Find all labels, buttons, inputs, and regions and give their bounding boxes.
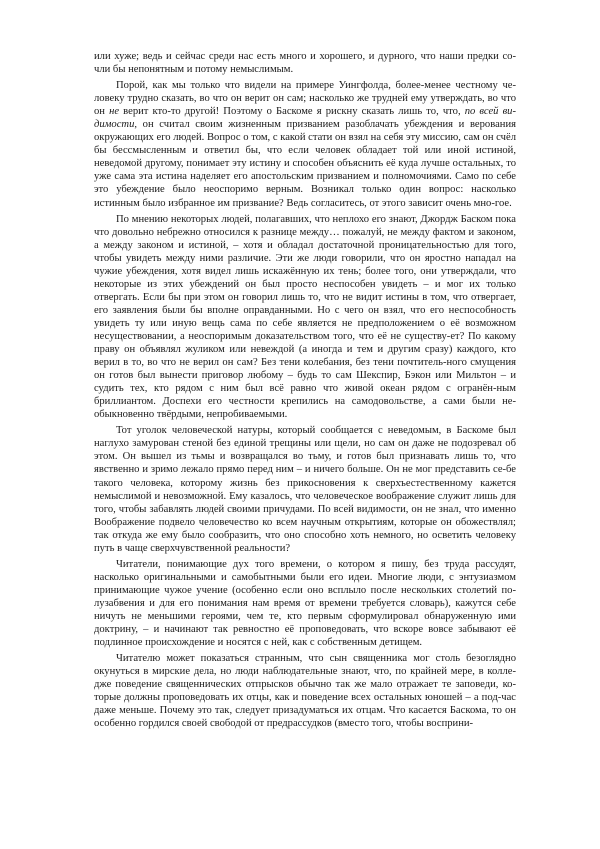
paragraph-text: Читателю может показаться странным, что сын священника мог столь безоглядно окунуться в мирские дела, но люди наблюдательные знают, что, по крайней мере, в колле-дже поведение священнических отпрысков обычно так же мало отражает те заповеди, ко-торые должны проповедовать их отцы, как и поведение всех остальных юношей – а под-час даже меньше. Почему это так, следует призадуматься их отцам. Что касается Баскома, то он особенно гордился своей свободой от предрассудков (вместо того, чтобы восприни- [94,653,516,730]
paragraph-text: , он считал своим жизненным призванием разоблачать убеждения и верования окружающих его людей. Вопрос о том, с какой стати он взял на себя эту миссию, сам он счёл бы бессмысленным и ответил бы, что если человек обладает той или иной истиной, неведомой другому, понимает эту истину и способен объяснить её куда лучше остальных, то уже сама эта истина наделяет его апостольским призванием и полномочиями. Само по себе это убеждение было неоспоримо верным. Возникал только один вопрос: насколько истинным было избранное им призвание? Ведь согласитесь, от этого зависит очень мно-гое. [94,119,516,209]
paragraph-6 [94,652,516,730]
paragraph-text: верит кто-то другой! Поэтому о Баскоме я рискну сказать лишь то, что, [119,106,465,118]
emphasis-text: не [109,106,120,118]
emphasis-text: по всей ви-димости [94,106,516,131]
body-text [94,50,516,730]
paragraph-3 [94,213,516,422]
paragraph-5 [94,558,516,649]
paragraph-1 [94,50,516,76]
paragraph-text: По мнению некоторых людей, полагавших, что неплохо его знают, Джордж Баском пока что довольно небрежно относился к разнице между… пожалуй, не между фактом и законом, а между законом и истиной, – хотя и обладал достаточной проницательностью для того, чтобы увидеть между ними различие. Эти же люди говорили, что он яростно нападал на чужие убеждения, хотя видел лишь искажённую их тень; более того, они утверждали, что некоторые из этих убеждений он был просто неспособен увидеть – и мог их только отвергать. Если бы при этом он говорил лишь то, что не видит истины в том, что отвергает, его заявления были бы вполне оправданными. Но с чего он взял, что его неспособность увидеть ту или иную вещь сама по себе является не предположением о её возможном несуществовании, а неоспоримым доказательством того, что её не существу-ет? По какому праву он объявлял жуликом или невеждой (а иногда и тем и другим сразу) каждого, кто верил в то, во что не верил он сам? Без тени колебания, без тени почтитель-ного смущения он готов был вынести приговор любому – будь то сам Шекспир, Бэкон или Мильтон – и судить тех, кто рядом с ним был всё равно что живой океан рядом с огранён-ным бриллиантом. Доспехи его честности крепились на самодовольстве, а сами были не-обыкновенно твёрдыми, непробиваемыми. [94,213,516,421]
paragraph-text: Тот уголок человеческой натуры, который сообщается с неведомым, в Баскоме был наглухо замурован стеной без единой трещины или щели, но сам он даже не подозревал об этом. Он вышел из тьмы и возвращался во тьму, и готов был признавать лишь то, что явственно и зримо лежало прямо перед ним – и ничего больше. Он не мог представить се-бе такого человека, которому жизнь без прикосновения к сверхъестественному кажется немыслимой и невозможной. Ему казалось, что человеческое воображение служит лишь для того, чтобы забавлять людей своими причудами. По всей видимости, он не знал, что именно Воображение подвело человечество ко всем научным открытиям, которые он обожествлял; так откуда же ему было сообразить, что оно способно хоть немного, но осветить человеку путь в чаще сверхчувственной реальности? [94,425,516,554]
paragraph-text: Читатели, понимающие дух того времени, о котором я пишу, без труда рассудят, насколько оригинальными и самобытными были его идеи. Многие люди, с энтузиазмом принимающие чужое учение (особенно если оно всплыло после нескольких столетий по-лузабвения и для его понимания нам время от времени требуется словарь), кажутся себе ничуть не меньшими героями, чем те, кто первым сформулировал обнаруженную ими доктрину, – и начинают так ревностно её проповедовать, что вскоре вовсе забывают её подлинное происхождение и носятся с ней, как с собственным детищем. [94,558,516,649]
paragraph-4 [94,424,516,554]
paragraph-2 [94,79,516,209]
paragraph-text: или хуже; ведь и сейчас среди нас есть много и хорошего, и дурного, что наши предки со-чли бы непонятным и потому немыслимым. [94,51,516,76]
paragraph-text: Порой, как мы только что видели на примере Уингфолда, более-менее честному че-ловеку трудно сказать, во что он верит он сам; насколько же трудней ему утверждать, во что он [94,80,516,118]
